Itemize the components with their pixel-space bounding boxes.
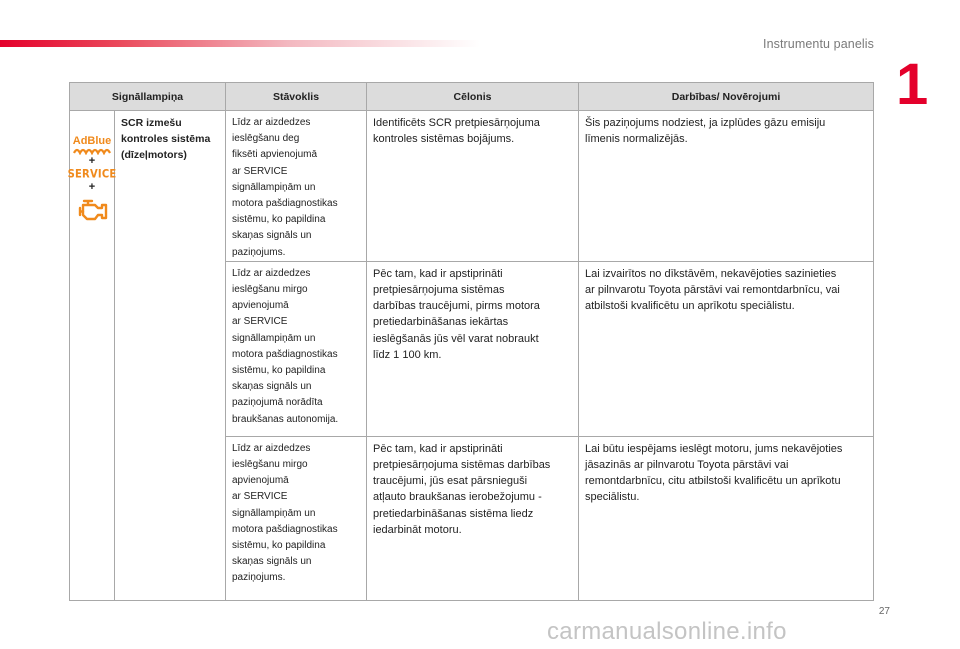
cause-cell: Pēc tam, kad ir apstiprināti pretpiesārņojuma sistēmas darbības traucējumi, pirms motora pretiedarbināšanas iekārtas ieslēgšanās jūs vēl varat nobraukt līdz 1 100 km. [367, 261, 579, 436]
chapter-number: 1 [896, 52, 929, 117]
header-actions: Darbības/ Novērojumi [579, 83, 874, 111]
page-number: 27 [878, 606, 890, 617]
plus-sign: + [88, 181, 96, 194]
cause-cell: Identificēts SCR pretpiesārņojuma kontroles sistēmas bojājums. [367, 111, 579, 262]
service-icon: SERVICE [67, 168, 117, 182]
header-state: Stāvoklis [226, 83, 367, 111]
action-cell: Lai izvairītos no dīkstāvēm, nekavējoties sazinieties ar pilnvarotu Toyota pārstāvi vai remontdarbnīcu, vai atbilstoši kvalificētu un aprīkotu speciālistu. [579, 261, 874, 436]
warning-lamp-table [69, 82, 874, 601]
action-cell: Šis paziņojums nodziest, ja izplūdes gāzu emisiju līmenis normalizējās. [579, 111, 874, 262]
section-title: Instrumentu panelis [763, 37, 874, 51]
plus-sign: + [88, 155, 96, 168]
state-cell: Līdz ar aizdedzes ieslēgšanu deg fiksēti apvienojumā ar SERVICE signāllampiņām un motora pašdiagnostikas sistēmu, ko papildina skaņas signāls un paziņojums. [226, 111, 367, 262]
action-cell: Lai būtu iespējams ieslēgt motoru, jums nekavējoties jāsazinās ar pilnvarotu Toyota pārstāvi vai remontdarbnīcu, citu atbilstoši kvalificētu un aprīkotu speciālistu. [579, 436, 874, 600]
system-name: SCR izmešu kontroles sistēma (dīzeļmotors) [115, 111, 226, 601]
watermark: carmanualsonline.info [547, 618, 787, 645]
header-accent-bar [0, 40, 480, 47]
lamp-cell [67, 111, 117, 601]
header-cause: Cēlonis [367, 83, 579, 111]
state-cell: Līdz ar aizdedzes ieslēgšanu mirgo apvienojumā ar SERVICE signāllampiņām un motora pašdiagnostikas sistēmu, ko papildina skaņas signāls un paziņojumā norādīta braukšanas autonomija. [226, 261, 367, 436]
engine-check-icon [75, 196, 109, 222]
state-cell: Līdz ar aizdedzes ieslēgšanu mirgo apvienojumā ar SERVICE signāllampiņām un motora pašdiagnostikas sistēmu, ko papildina skaņas signāls un paziņojums. [226, 436, 367, 600]
adblue-wave-icon [73, 147, 111, 155]
adblue-icon: AdBlue [72, 135, 112, 148]
cause-cell: Pēc tam, kad ir apstiprināti pretpiesārņojuma sistēmas darbības traucējumi, jūs esat pārsnieguši atļauto braukšanas ierobežojumu - pretiedarbināšanas sistēma liedz iedarbināt motoru. [367, 436, 579, 600]
header-lamp: Signāllampiņa [70, 83, 226, 111]
table-row [70, 111, 874, 262]
table-header-row [70, 83, 874, 111]
